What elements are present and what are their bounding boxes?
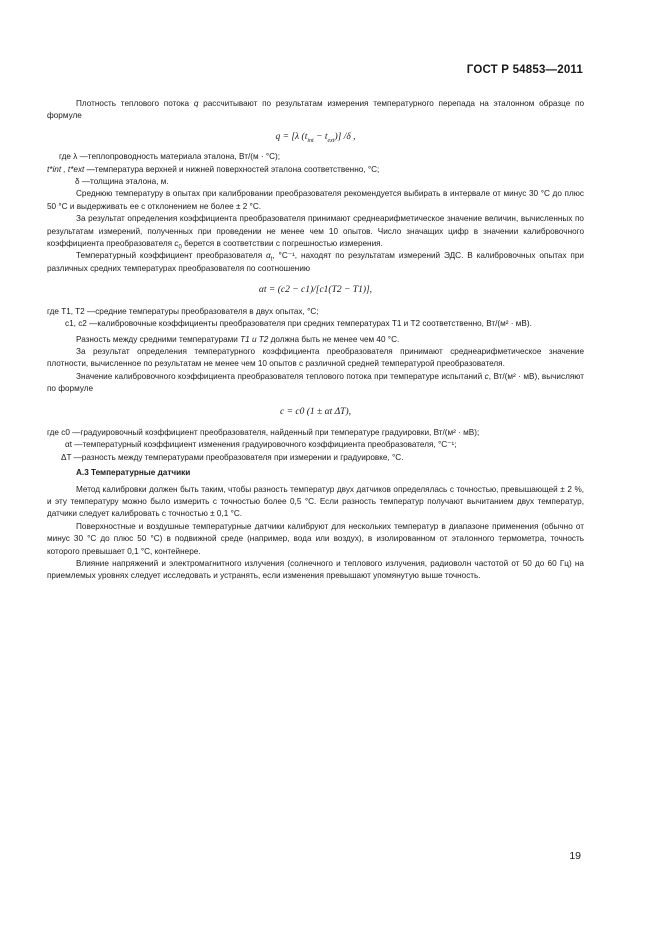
definition-t1-t2: где T1, T2 — средние температуры преобразователя в двух опытах, °С; [47,306,319,316]
paragraph-temperature-difference: Разность между средними температурами T1 и T2 должна быть не менее чем 40 °С. [76,334,400,344]
paragraph-temperature-coefficient-result: За результат определения температурного коэффициента преобразователя принимают среднеарифметическое значение плотности, вычисленное по результатам не менее чем 10 опытов с различной средней температурой преобразователя. [47,346,584,369]
paragraph-coefficient-result: За результат определения коэффициента преобразователя принимают среднеарифметическое значение величин, вычисленных по результатам измерений, полученных при проведении не менее чем 10 опытов. Число значащих цифр в значении калибровочного коэффициента преобразователя $c_0$ берется в соответствии с погрешностью измерения. [47,214,584,251]
paragraph-surface-sensors: Поверхностные и воздушные температурные датчики калибруют для нескольких температур в диапазоне применения (обычно от минус 30 °С до плюс 50 °С) в подвижной среде (например, вода или воздух), в изолированном от эталонного термометра, точность которого превышает 0,1 °С, контейнере. [47,521,584,556]
formula-calibration-coefficient: c = c0 (1 ± αt ΔT), [280,406,351,417]
document-number: ГОСТ Р 54853—2011 [466,64,583,76]
paragraph-heat-flux: Плотность теплового потока q рассчитывают по результатам измерения температурного перепада на эталонном образце по формуле [47,99,584,121]
paragraph-radiation-influence: Влияние напряжений и электромагнитного излучения (солнечного и теплового излучения, радиоволн частотой от 50 до 60 Гц) на приемлемых уровнях следует исследовать и устранять, если изменения превышают упомянутую выше точность. [47,559,584,581]
definition-alpha-t: αt — температурный коэффициент изменения градуировочного коэффициента преобразователя, °С⁻¹; [65,440,457,450]
paragraph-temperature-coefficient: Температурный коэффициент преобразователя $\alpha_t$, °С⁻¹, находят по результатам измерений ЭДС. В калибровочных опытах при различных средних температурах преобразователя по соотношению [47,251,584,273]
formula-temperature-coefficient: αt = (c2 − c1)/[c1(T2 − T1)], [258,285,373,296]
definition-c1-c2: c1, c2 — калибровочные коэффициенты преобразователя при средних температурах T1 и T2 соответственно, Вт/(м² · мВ). [65,319,532,329]
definition-lambda: где λ — теплопроводность материала эталона, Вт/(м · °С); [59,152,281,162]
section-heading-temperature-sensors: А.3 Температурные датчики [76,468,191,478]
formula-heat-flux: q = [λ $(t_{int} - t_{ext})$] /δ , [275,131,356,144]
definition-delta: δ — толщина эталона, м. [75,177,169,187]
definition-c0: где c0 — градуировочный коэффициент преобразователя, найденный при температуре градуировки, Вт/(м² · мВ); [47,427,480,437]
paragraph-calibration-method: Метод калибровки должен быть таким, чтобы разность температур двух датчиков определялась с точностью, превышающей ± 2 %, и эту температуру можно было измерить с точностью более 0,5 °С. Если разность температур получают вычитанием двух температур, датчики следует калибровать с точностью ± 0,1 °С. [47,484,584,519]
page-number: 19 [569,850,581,862]
paragraph-average-temperature: Среднюю температуру в опытах при калибровании преобразователя рекомендуется выбирать в интервале от минус 30 °С до плюс 50 °С и выдерживать ее с отклонением не более ± 2 °С. [47,189,584,211]
body-text [47,98,584,583]
definition-t-surfaces: t*int , t*ext — температура верхней и нижней поверхностей эталона соответственно, °С; [47,164,380,174]
paragraph-calibration-value: Значение калибровочного коэффициента преобразователя теплового потока при температуре испытаний c, Вт/(м² · мВ), вычисляют по формуле [47,371,585,394]
definition-delta-t: ΔT — разность между температурами преобразователя при измерении и градуировке, °С. [61,452,404,462]
